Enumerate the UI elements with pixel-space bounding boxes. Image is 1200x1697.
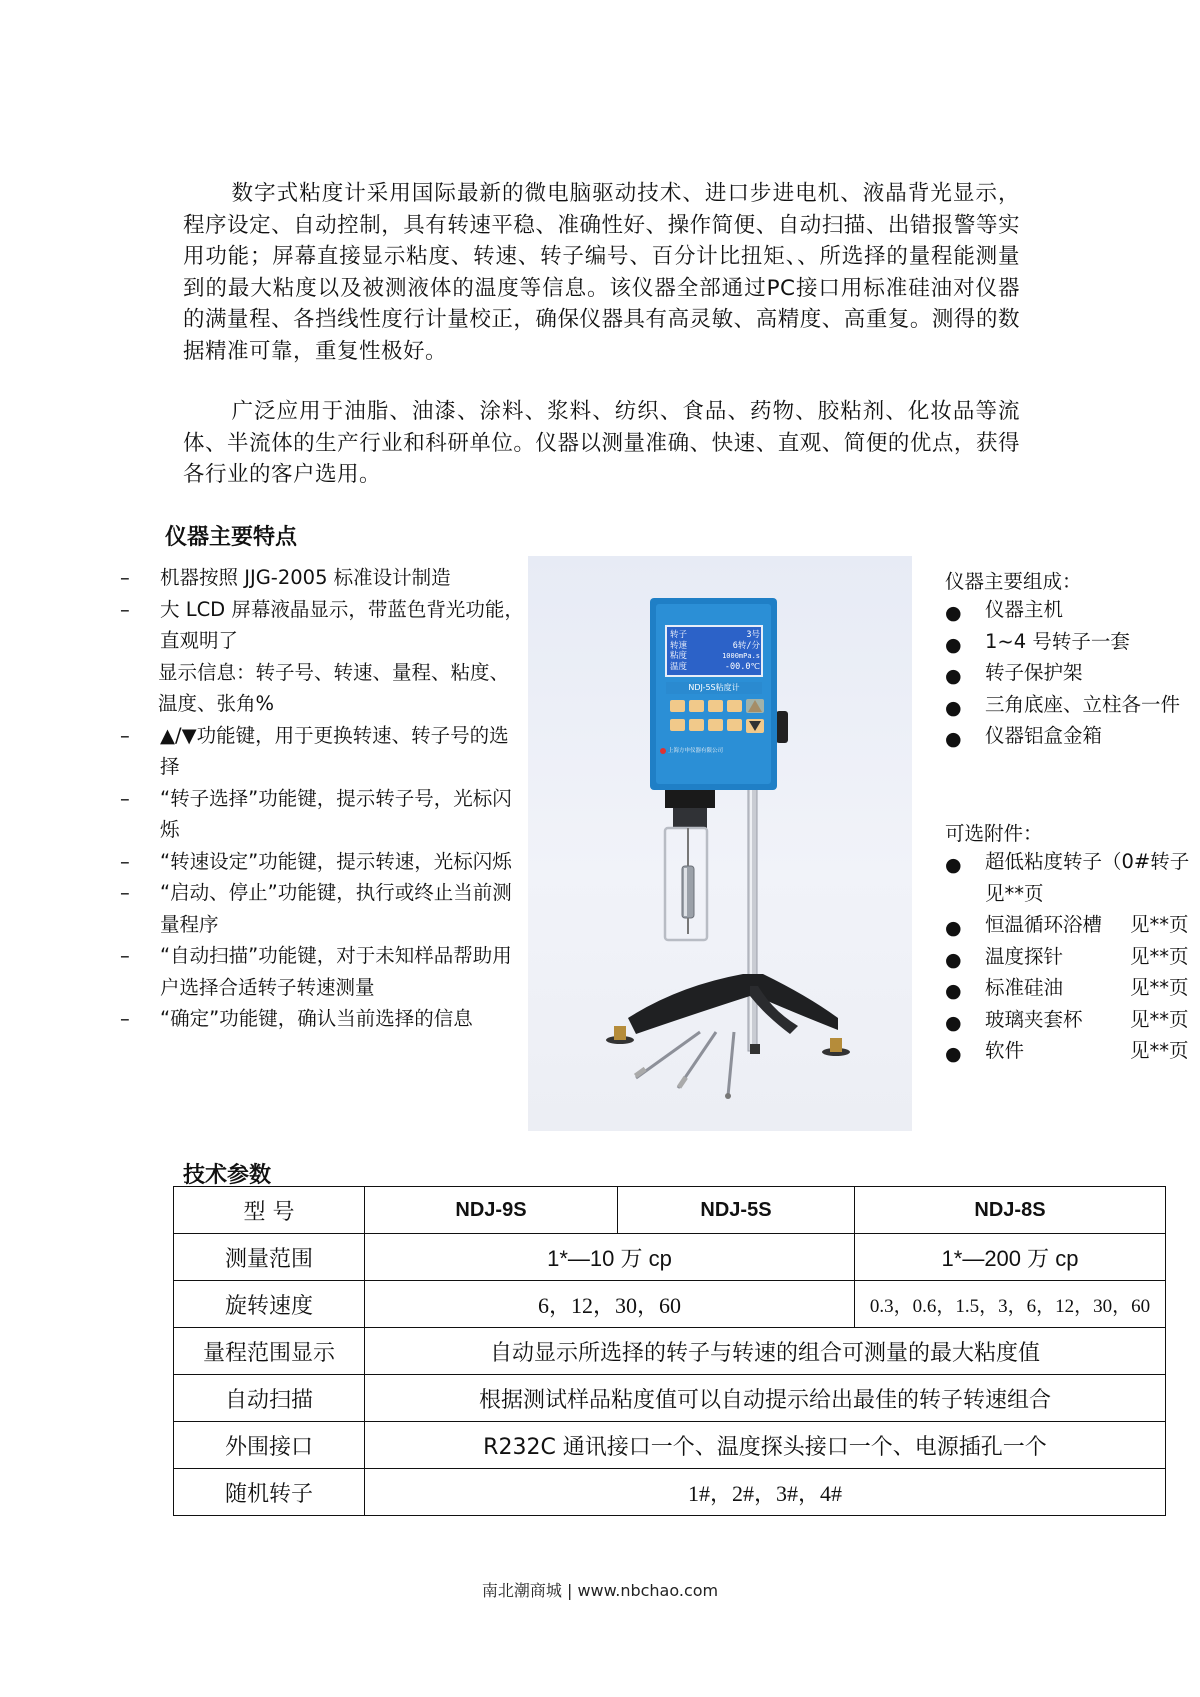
- feature-item: – “转子选择”功能键，提示转子号，光标闪烁: [120, 786, 512, 841]
- feature-text: “转速设定”功能键，提示转速，光标闪烁: [160, 849, 512, 873]
- component-item: [945, 689, 1200, 721]
- accessory-see: 见**页: [1130, 913, 1189, 936]
- footer: 南北潮商城 | www.nbchao.com: [481, 1581, 719, 1600]
- intro-text-1: 数字式粘度计采用国际最新的微电脑驱动技术、进口步进电机、液晶背光显示，程序设定、自动控制，具有转速平稳、准确性好、操作简便、自动扫描、出错报警等实用功能；屏幕直接显示粘度、转速、转子编号、百分计比扭矩、、所选择的量程能测量到的最大粘度以及被测液体的温度等信息。该仪器全部通过PC接口用标准硅油对仪器的满量程、各挡线性度行计量校正，确保仪器具有高灵敏、高精度、高重复。测得的数据精准可靠，重复性极好。: [183, 181, 1020, 364]
- feature-text: 大 LCD 屏幕液晶显示，带蓝色背光功能，直观明了: [160, 597, 524, 652]
- feature-item: – “自动扫描”功能键，对于未知样品帮助用户选择合适转子转速测量: [120, 944, 512, 999]
- features-list: [120, 562, 525, 1035]
- bullet-icon: ●: [945, 917, 962, 939]
- params-table: [173, 1186, 1166, 1516]
- bullet-icon: ●: [945, 1011, 962, 1034]
- table-row: [174, 1234, 1166, 1281]
- table-row: [174, 1281, 1166, 1328]
- lcd-key: 转速: [670, 640, 688, 651]
- feature-text: “启动、停止”功能键，执行或终止当前测量程序: [160, 881, 512, 936]
- table-cell: 自动扫描: [174, 1375, 365, 1422]
- component-text: 转子保护架: [985, 661, 1083, 684]
- bullet-icon: ●: [945, 854, 962, 876]
- feature-text: ▲/▼功能键，用于更换转速、转子号的选择: [160, 723, 509, 778]
- accessory-item: [945, 846, 1200, 878]
- table-cell: 1*—200 万 cp: [855, 1234, 1166, 1281]
- viscometer-photo: [528, 556, 912, 1131]
- accessory-text: 标准硅油: [985, 976, 1064, 999]
- table-cell: 测量范围: [174, 1234, 365, 1281]
- lcd-screen: [670, 630, 760, 672]
- feature-text: “确定”功能键，确认当前选择的信息: [160, 1007, 473, 1030]
- feature-item: – “确定”功能键，确认当前选择的信息: [120, 1007, 473, 1030]
- intro-paragraph-1: [183, 178, 1020, 367]
- table-cell: 0.3，0.6，1.5，3，6，12，30，60: [855, 1281, 1166, 1328]
- bullet-icon: ●: [945, 665, 962, 687]
- accessory-see: 见**页: [985, 881, 1044, 905]
- accessory-see: 见**页: [1130, 1007, 1189, 1031]
- bullet-icon: ●: [945, 728, 962, 750]
- lcd-value: 6转/分: [732, 640, 760, 651]
- component-item: [945, 657, 1200, 689]
- bullet-icon: ●: [945, 948, 962, 971]
- component-item: [945, 720, 1200, 752]
- accessory-text: 恒温循环浴槽: [985, 913, 1103, 936]
- lcd-key: 温度: [670, 661, 688, 672]
- accessory-item: [945, 1004, 1200, 1036]
- table-row: [174, 1422, 1166, 1469]
- accessory-item-cont: [945, 878, 1200, 910]
- component-text: 1~4 号转子一套: [985, 629, 1130, 653]
- table-cell: 自动显示所选择的转子与转速的组合可测量的最大粘度值: [365, 1328, 1166, 1375]
- table-cell: 根据测试样品粘度值可以自动提示给出最佳的转子转速组合: [365, 1375, 1166, 1422]
- table-cell: 1#，2#，3#，4#: [365, 1469, 1166, 1516]
- component-item: [945, 594, 1200, 626]
- intro-paragraph-2: [183, 396, 1020, 491]
- accessory-item: [945, 941, 1200, 973]
- lcd-key: 粘度: [670, 651, 688, 661]
- accessories-list: [945, 846, 1200, 1067]
- accessory-text: 超低粘度转子（0#转子: [985, 850, 1190, 873]
- bullet-icon: ●: [945, 696, 962, 719]
- feature-item: – ▲/▼功能键，用于更换转速、转子号的选择: [120, 723, 509, 778]
- component-text: 仪器铝盒金箱: [985, 724, 1103, 747]
- table-cell: 旋转速度: [174, 1281, 365, 1328]
- table-cell: 外围接口: [174, 1422, 365, 1469]
- table-cell: 型 号: [174, 1187, 365, 1234]
- feature-text: “转子选择”功能键，提示转子号，光标闪烁: [160, 786, 512, 841]
- table-row: [174, 1328, 1166, 1375]
- feature-text: 机器按照 JJG-2005 标准设计制造: [160, 566, 451, 589]
- table-row: [174, 1469, 1166, 1516]
- bullet-icon: ●: [945, 633, 962, 656]
- table-cell: NDJ-9S: [365, 1187, 618, 1234]
- features-heading: 仪器主要特点: [165, 525, 298, 550]
- lcd-row: [670, 630, 760, 641]
- intro-text-2: 广泛应用于油脂、油漆、涂料、浆料、纺织、食品、药物、胶粘剂、化妆品等流体、半流体的生产行业和科研单位。仪器以测量准确、快速、直观、简便的优点，获得各行业的客户选用。: [183, 399, 1020, 487]
- accessory-item: [945, 1035, 1200, 1067]
- device-maker-label: 上海方申仪器有限公司: [668, 748, 724, 754]
- table-row: [174, 1187, 1166, 1234]
- table-row: [174, 1375, 1166, 1422]
- component-text: 仪器主机: [985, 598, 1064, 621]
- component-item: [945, 626, 1200, 658]
- lcd-value: -00.0℃: [724, 661, 760, 672]
- feature-item: – “启动、停止”功能键，执行或终止当前测量程序: [120, 881, 512, 936]
- table-cell: 1*—10 万 cp: [365, 1234, 855, 1281]
- lcd-row: [670, 641, 760, 652]
- feature-item: – 大 LCD 屏幕液晶显示，带蓝色背光功能，直观明了: [120, 597, 524, 652]
- params-heading: 技术参数: [183, 1163, 272, 1188]
- accessory-text: 玻璃夹套杯: [985, 1007, 1083, 1031]
- accessories-heading: 可选附件：: [945, 822, 1043, 845]
- lcd-value: 3号: [746, 630, 760, 640]
- display-info: [120, 657, 525, 720]
- table-cell: 随机转子: [174, 1469, 365, 1516]
- bullet-icon: ●: [945, 980, 962, 1002]
- table-cell: 量程范围显示: [174, 1328, 365, 1375]
- accessory-see: 见**页: [1130, 976, 1189, 999]
- table-cell: NDJ-8S: [855, 1187, 1166, 1234]
- accessory-item: [945, 972, 1200, 1004]
- lcd-row: [670, 662, 760, 673]
- table-cell: R232C 通讯接口一个、温度探头接口一个、电源插孔一个: [365, 1422, 1166, 1469]
- feature-item: – 机器按照 JJG-2005 标准设计制造: [120, 566, 451, 589]
- feature-text: “自动扫描”功能键，对于未知样品帮助用户选择合适转子转速测量: [160, 944, 512, 999]
- table-cell: NDJ-5S: [618, 1187, 855, 1234]
- accessory-item: [945, 909, 1200, 941]
- accessory-see: 见**页: [1130, 944, 1189, 968]
- lcd-key: 转子: [670, 630, 688, 640]
- lcd-value: 1000mPa.s: [722, 652, 760, 660]
- table-cell: 6，12，30，60: [365, 1281, 855, 1328]
- component-text: 三角底座、立柱各一件: [985, 692, 1181, 716]
- bullet-icon: ●: [945, 1043, 962, 1065]
- display-info-text: 显示信息：转子号、转速、量程、粘度、温度、张角%: [158, 660, 510, 715]
- lcd-row: [670, 651, 760, 662]
- components-list: [945, 594, 1200, 752]
- accessory-see: 见**页: [1130, 1039, 1189, 1062]
- accessory-text: 温度探针: [985, 944, 1064, 968]
- feature-item: – “转速设定”功能键，提示转速，光标闪烁: [120, 849, 512, 873]
- accessory-text: 软件: [985, 1039, 1025, 1062]
- device-model-label: NDJ-5S粘度计: [688, 683, 740, 692]
- bullet-icon: ●: [945, 602, 962, 624]
- components-heading: 仪器主要组成：: [945, 570, 1082, 593]
